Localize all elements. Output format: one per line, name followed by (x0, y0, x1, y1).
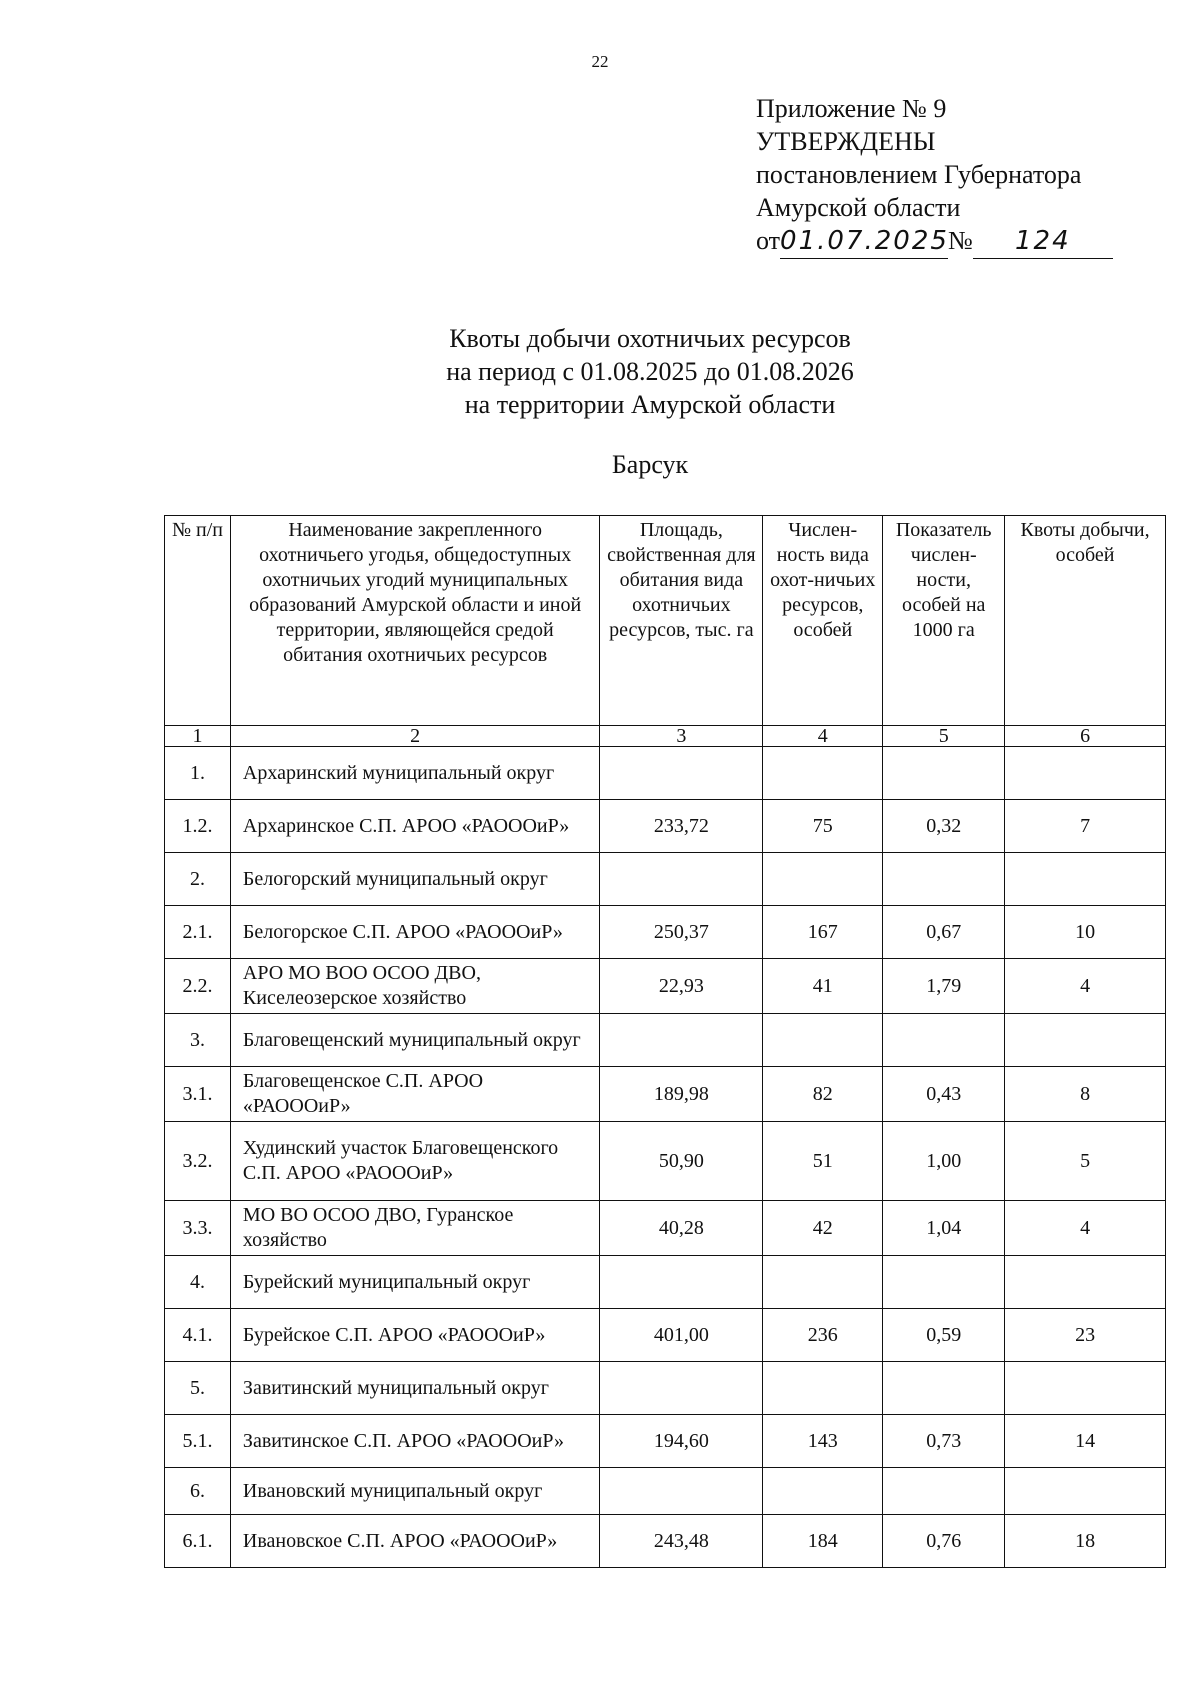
column-number-row (165, 726, 1166, 747)
table-header-row (165, 516, 1166, 726)
page-number: 22 (591, 52, 609, 71)
row-number: 2.2. (165, 959, 231, 1014)
row-number: 3.1. (165, 1067, 231, 1122)
hunting-ground-name: Завитинский муниципальный округ (230, 1362, 599, 1415)
density-value: 0,32 (883, 800, 1005, 853)
area-value: 194,60 (600, 1415, 763, 1468)
region-label: Амурской области (756, 193, 961, 222)
table-row (165, 959, 1166, 1014)
row-number: 4. (165, 1256, 231, 1309)
column-number: 4 (763, 726, 883, 747)
row-number: 4.1. (165, 1309, 231, 1362)
hunting-ground-name: АРО МО ВОО ОСОО ДВО, Киселеозерское хозяйство (230, 959, 599, 1014)
quota-value (1005, 747, 1166, 800)
document-title (0, 322, 1200, 421)
hunting-ground-name: Завитинское С.П. АРОО «РАОООиР» (230, 1415, 599, 1468)
table-row (165, 1014, 1166, 1067)
quota-value: 10 (1005, 906, 1166, 959)
hunting-ground-name: МО ВО ОСОО ДВО, Гуранское хозяйство (230, 1201, 599, 1256)
density-value: 1,00 (883, 1122, 1005, 1201)
area-value: 189,98 (600, 1067, 763, 1122)
table-row (165, 1468, 1166, 1515)
row-number: 6.1. (165, 1515, 231, 1568)
area-value: 250,37 (600, 906, 763, 959)
area-value: 401,00 (600, 1309, 763, 1362)
quota-table (164, 515, 1166, 1568)
table-row (165, 1415, 1166, 1468)
row-number: 1.2. (165, 800, 231, 853)
density-value: 0,76 (883, 1515, 1005, 1568)
population-value: 143 (763, 1415, 883, 1468)
species-title: Барсук (611, 450, 689, 479)
population-value: 51 (763, 1122, 883, 1201)
population-value: 167 (763, 906, 883, 959)
population-value: 41 (763, 959, 883, 1014)
table-row (165, 1309, 1166, 1362)
area-value (600, 1256, 763, 1309)
area-value (600, 1014, 763, 1067)
quota-value: 18 (1005, 1515, 1166, 1568)
quota-value (1005, 1468, 1166, 1515)
density-value (883, 853, 1005, 906)
table-row (165, 1362, 1166, 1415)
hunting-ground-name: Ивановский муниципальный округ (230, 1468, 599, 1515)
hunting-ground-name: Благовещенский муниципальный округ (230, 1014, 599, 1067)
area-value: 40,28 (600, 1201, 763, 1256)
hunting-ground-name: Белогорское С.П. АРОО «РАОООиР» (230, 906, 599, 959)
hunting-ground-name: Худинский участок Благовещенского С.П. АРОО «РАОООиР» (230, 1122, 599, 1201)
area-value (600, 1362, 763, 1415)
table-row (165, 1201, 1166, 1256)
area-value: 233,72 (600, 800, 763, 853)
number-sign: № (948, 226, 973, 255)
density-value: 0,59 (883, 1309, 1005, 1362)
row-number: 1. (165, 747, 231, 800)
table-row (165, 1067, 1166, 1122)
row-number: 3.3. (165, 1201, 231, 1256)
population-value (763, 1256, 883, 1309)
quota-value (1005, 1014, 1166, 1067)
area-value (600, 747, 763, 800)
population-value (763, 747, 883, 800)
quota-value (1005, 1256, 1166, 1309)
column-number: 5 (883, 726, 1005, 747)
population-value (763, 853, 883, 906)
handwritten-number: 124 (1015, 226, 1071, 256)
title-line-3: на территории Амурской области (464, 390, 836, 419)
column-number: 3 (600, 726, 763, 747)
decree-number (973, 224, 1113, 259)
hunting-ground-name: Ивановское С.П. АРОО «РАОООиР» (230, 1515, 599, 1568)
approval-block (756, 92, 1113, 259)
decree-label: постановлением Губернатора (756, 160, 1082, 189)
column-number: 6 (1005, 726, 1166, 747)
hunting-ground-name: Бурейский муниципальный округ (230, 1256, 599, 1309)
density-value: 0,73 (883, 1415, 1005, 1468)
density-value: 0,43 (883, 1067, 1005, 1122)
header-area: Площадь, свойственная для обитания вида охотничьих ресурсов, тыс. га (600, 516, 763, 726)
density-value (883, 1256, 1005, 1309)
quota-value: 4 (1005, 959, 1166, 1014)
population-value: 82 (763, 1067, 883, 1122)
table-row (165, 853, 1166, 906)
quota-value (1005, 1362, 1166, 1415)
decree-date (780, 224, 948, 259)
table-row (165, 800, 1166, 853)
date-prefix: от (756, 226, 781, 255)
quota-value: 7 (1005, 800, 1166, 853)
density-value (883, 1362, 1005, 1415)
quota-value: 14 (1005, 1415, 1166, 1468)
hunting-ground-name: Благовещенское С.П. АРОО «РАОООиР» (230, 1067, 599, 1122)
area-value: 243,48 (600, 1515, 763, 1568)
table-row (165, 1256, 1166, 1309)
header-name: Наименование закрепленного охотничьего угодья, общедоступных охотничьих угодий муниципальных образований Амурской области и иной территории, являющейся средой обитания охотничьих ресурсов (230, 516, 599, 726)
handwritten-date: 01.07.2025 (780, 226, 949, 256)
table-row (165, 1122, 1166, 1201)
title-line-1: Квоты добычи охотничьих ресурсов (449, 324, 851, 353)
density-value: 0,67 (883, 906, 1005, 959)
quota-value: 4 (1005, 1201, 1166, 1256)
hunting-ground-name: Архаринское С.П. АРОО «РАОООиР» (230, 800, 599, 853)
table-row (165, 747, 1166, 800)
population-value: 75 (763, 800, 883, 853)
population-value (763, 1014, 883, 1067)
decree-date-line (756, 224, 1113, 259)
area-value (600, 853, 763, 906)
area-value: 50,90 (600, 1122, 763, 1201)
density-value: 1,79 (883, 959, 1005, 1014)
row-number: 6. (165, 1468, 231, 1515)
column-number: 2 (230, 726, 599, 747)
density-value (883, 747, 1005, 800)
population-value (763, 1362, 883, 1415)
row-number: 5. (165, 1362, 231, 1415)
row-number: 3. (165, 1014, 231, 1067)
density-value (883, 1014, 1005, 1067)
row-number: 3.2. (165, 1122, 231, 1201)
header-num: № п/п (165, 516, 231, 726)
title-line-2: на период с 01.08.2025 до 01.08.2026 (446, 357, 854, 386)
population-value: 42 (763, 1201, 883, 1256)
hunting-ground-name: Бурейское С.П. АРОО «РАОООиР» (230, 1309, 599, 1362)
density-value: 1,04 (883, 1201, 1005, 1256)
row-number: 2.1. (165, 906, 231, 959)
population-value: 184 (763, 1515, 883, 1568)
area-value: 22,93 (600, 959, 763, 1014)
header-density: Показатель числен-ности, особей на 1000 га (883, 516, 1005, 726)
column-number: 1 (165, 726, 231, 747)
table-row (165, 906, 1166, 959)
quota-value: 8 (1005, 1067, 1166, 1122)
area-value (600, 1468, 763, 1515)
row-number: 2. (165, 853, 231, 906)
density-value (883, 1468, 1005, 1515)
header-count: Числен-ность вида охот-ничьих ресурсов, особей (763, 516, 883, 726)
table-row (165, 1515, 1166, 1568)
hunting-ground-name: Архаринский муниципальный округ (230, 747, 599, 800)
population-value: 236 (763, 1309, 883, 1362)
hunting-ground-name: Белогорский муниципальный округ (230, 853, 599, 906)
approved-label: УТВЕРЖДЕНЫ (756, 127, 936, 156)
quota-value: 23 (1005, 1309, 1166, 1362)
quota-value (1005, 853, 1166, 906)
population-value (763, 1468, 883, 1515)
row-number: 5.1. (165, 1415, 231, 1468)
header-quota: Квоты добычи, особей (1005, 516, 1166, 726)
quota-value: 5 (1005, 1122, 1166, 1201)
appendix-label: Приложение № 9 (756, 94, 947, 123)
